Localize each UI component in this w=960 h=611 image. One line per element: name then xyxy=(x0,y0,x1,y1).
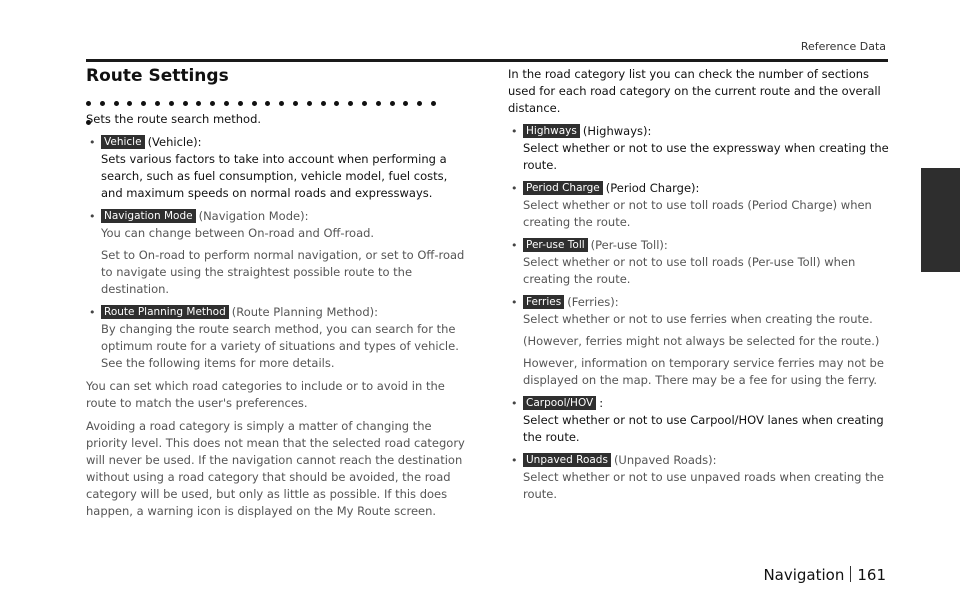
item-description: Select whether or not to use toll roads (Per-use Toll) when creating the route. xyxy=(523,255,856,286)
setting-button-label: Vehicle xyxy=(101,135,145,149)
chapter-tab xyxy=(921,168,960,272)
item-description: Select whether or not to use Carpool/HOV lanes when creating the route. xyxy=(523,413,884,444)
list-item xyxy=(508,180,893,231)
item-label: (Highways): xyxy=(582,124,652,138)
bullet-icon: • xyxy=(89,136,96,149)
section-header: Reference Data xyxy=(800,40,886,53)
list-item xyxy=(86,134,471,202)
setting-button-label: Period Charge xyxy=(523,181,603,195)
title-dot-divider xyxy=(86,91,458,99)
bullet-icon: • xyxy=(511,296,518,309)
list-item xyxy=(508,123,893,174)
bullet-icon: • xyxy=(511,239,518,252)
bullet-icon: • xyxy=(511,454,518,467)
list-item xyxy=(508,395,893,446)
item-description: Sets various factors to take into account when performing a search, such as fuel consumption, vehicle model, fuel costs, and maximum speeds on normal roads and expressways. xyxy=(101,152,448,200)
list-item xyxy=(508,237,893,288)
setting-button-label: Per-use Toll xyxy=(523,238,588,252)
bullet-icon: • xyxy=(511,182,518,195)
setting-button-label: Route Planning Method xyxy=(101,305,229,319)
item-description: However, information on temporary service ferries may not be displayed on the map. There may be a fee for using the ferry. xyxy=(523,356,884,387)
item-label: (Ferries): xyxy=(567,295,619,309)
item-label: (Vehicle): xyxy=(147,135,202,149)
list-item xyxy=(508,294,893,389)
list-item xyxy=(86,304,471,372)
item-label: (Unpaved Roads): xyxy=(613,453,717,467)
item-description: You can change between On-road and Off-road. xyxy=(101,226,375,240)
bullet-icon: • xyxy=(89,210,96,223)
left-column xyxy=(86,111,471,526)
setting-button-label: Carpool/HOV xyxy=(523,396,596,410)
item-description: Select whether or not to use unpaved roads when creating the route. xyxy=(523,470,884,501)
item-label: (Route Planning Method): xyxy=(231,305,378,319)
item-label: (Period Charge): xyxy=(605,181,700,195)
item-label: (Per-use Toll): xyxy=(590,238,668,252)
item-description: Select whether or not to use the expressway when creating the route. xyxy=(523,141,889,172)
intro-text: In the road category list you can check the number of sections used for each road category on the current route and the overall distance. xyxy=(508,67,881,115)
setting-button-label: Unpaved Roads xyxy=(523,453,611,467)
list-item xyxy=(86,208,471,298)
intro-text: Sets the route search method. xyxy=(86,112,262,126)
footer-section: Navigation xyxy=(763,566,845,584)
bullet-icon: • xyxy=(89,306,96,319)
page-title: Route Settings xyxy=(86,66,229,86)
item-description: Set to On-road to perform normal navigation, or set to Off-road to navigate using the straightest possible route to the destination. xyxy=(101,248,465,296)
item-description: Select whether or not to use toll roads (Period Charge) when creating the route. xyxy=(523,198,872,229)
bullet-icon: • xyxy=(511,125,518,138)
item-label: (Navigation Mode): xyxy=(198,209,309,223)
item-label: : xyxy=(599,396,604,410)
body-paragraph: Avoiding a road category is simply a matter of changing the priority level. This does not mean that the selected road category will never be used. If the navigation cannot reach the destination without using a road category that should be avoided, the road category will be used, but only as little as possible. If this does happen, a warning icon is displayed on the My Route screen. xyxy=(86,419,465,518)
header-rule xyxy=(86,59,888,62)
list-item xyxy=(508,452,893,503)
setting-button-label: Ferries xyxy=(523,295,564,309)
setting-button-label: Navigation Mode xyxy=(101,209,196,223)
body-paragraph: You can set which road categories to include or to avoid in the route to match the user's preferences. xyxy=(86,379,445,410)
item-description: (However, ferries might not always be selected for the route.) xyxy=(523,334,880,348)
item-description: By changing the route search method, you can search for the optimum route for a variety of situations and types of vehicle. See the following items for more details. xyxy=(101,322,459,370)
footer-divider xyxy=(850,566,851,582)
page-footer xyxy=(763,566,886,584)
page-number: 161 xyxy=(857,566,886,584)
setting-button-label: Highways xyxy=(523,124,580,138)
item-description: Select whether or not to use ferries when creating the route. xyxy=(523,312,873,326)
right-column xyxy=(508,66,893,509)
bullet-icon: • xyxy=(511,397,518,410)
